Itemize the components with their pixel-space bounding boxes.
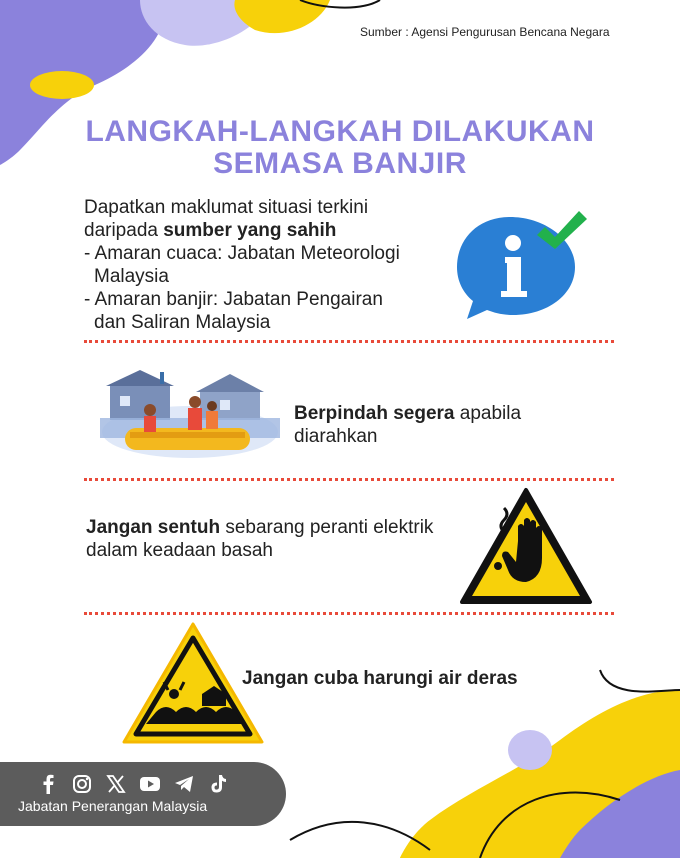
source-credit: Sumber : Agensi Pengurusan Bencana Negara	[360, 25, 610, 39]
electric-rest-2: dalam keadaan basah	[86, 540, 273, 561]
info-bubble-icon	[455, 205, 595, 325]
title-line-2: SEMASA BANJIR	[213, 147, 467, 180]
footer-agency-name: Jabatan Penerangan Malaysia	[18, 798, 208, 814]
electric-hazard-sign-icon	[458, 486, 594, 608]
swift-water-text	[242, 667, 582, 690]
swift-water-bold: Jangan cuba harungi air deras	[242, 668, 518, 689]
evacuate-rest-2: diarahkan	[294, 426, 378, 447]
page-title	[40, 116, 640, 180]
info-line-2-bold: sumber yang sahih	[163, 220, 337, 241]
info-line-4: Malaysia	[94, 266, 169, 287]
evacuate-rest-1: apabila	[454, 403, 522, 424]
divider-1	[84, 340, 614, 343]
tiktok-icon[interactable]	[206, 772, 230, 796]
divider-2	[84, 478, 614, 481]
electric-bold: Jangan sentuh	[86, 517, 221, 538]
evacuate-text	[294, 402, 594, 448]
evacuate-bold: Berpindah segera	[294, 403, 455, 424]
title-line-1: LANGKAH-LANGKAH DILAKUKAN	[85, 115, 595, 148]
instagram-icon[interactable]	[70, 772, 94, 796]
flood-evacuation-illustration	[100, 362, 280, 462]
info-line-6: dan Saliran Malaysia	[94, 312, 271, 333]
electric-rest-1: sebarang peranti elektrik	[220, 517, 434, 538]
social-icons	[36, 772, 230, 796]
info-line-3: - Amaran cuaca: Jabatan Meteorologi	[84, 243, 400, 264]
x-icon[interactable]	[104, 772, 128, 796]
facebook-icon[interactable]	[36, 772, 60, 796]
electric-warning-text	[86, 516, 466, 562]
info-line-2	[84, 219, 464, 242]
info-line-5: - Amaran banjir: Jabatan Pengairan	[84, 289, 383, 310]
divider-3	[84, 612, 614, 615]
info-line-2-prefix: daripada	[84, 220, 164, 241]
youtube-icon[interactable]	[138, 772, 162, 796]
telegram-icon[interactable]	[172, 772, 196, 796]
info-line-1: Dapatkan maklumat situasi terkini	[84, 197, 369, 218]
section-info-text	[84, 196, 464, 334]
